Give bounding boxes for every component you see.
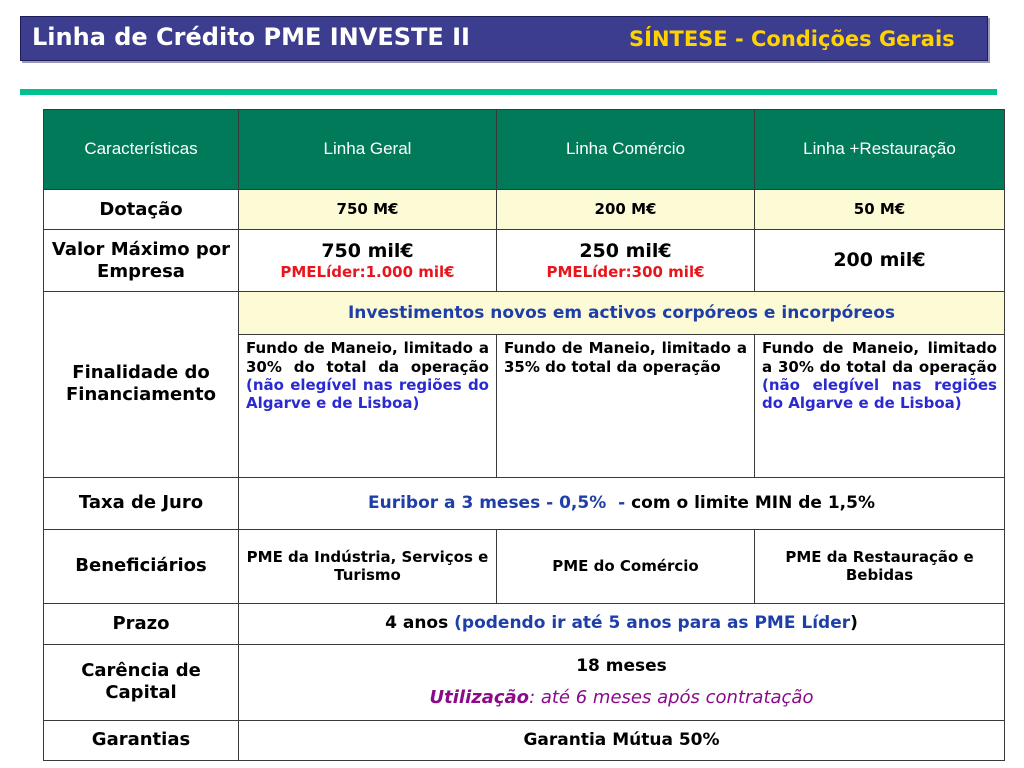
- row-taxa: [44, 477, 1005, 529]
- header-linha-comercio: Linha Comércio: [497, 110, 755, 190]
- finalidade-comercio: [497, 335, 755, 477]
- slide-title: Linha de Crédito PME INVESTE II: [32, 23, 470, 51]
- prazo-close: ): [850, 613, 858, 634]
- beneficiarios-restauracao: PME da Restauração e Bebidas: [755, 529, 1005, 603]
- header-row: [44, 110, 1005, 190]
- finalidade-span: Investimentos novos em activos corpóreos e incorpóreos: [239, 292, 1005, 335]
- valor-comercio: [497, 230, 755, 292]
- valor-geral-lider: PMELíder:1.000 mil€: [280, 263, 455, 282]
- prazo-anos: 4 anos: [385, 613, 449, 634]
- valor-comercio-amount: 250 mil€: [579, 239, 672, 262]
- label-finalidade: Finalidade do Financiamento: [44, 292, 239, 477]
- carencia-util-label: Utilização: [429, 686, 530, 708]
- label-beneficiarios: Beneficiários: [44, 529, 239, 603]
- row-dotacao: [44, 190, 1005, 230]
- carencia-util-text: : até 6 meses após contratação: [529, 686, 814, 708]
- header-linha-restauracao: Linha +Restauração: [755, 110, 1005, 190]
- valor-geral: [239, 230, 497, 292]
- finalidade-comercio-text: Fundo de Maneio, limitado a 35% do total da operação: [504, 339, 747, 376]
- header-linha-geral: Linha Geral: [239, 110, 497, 190]
- label-garantias: Garantias: [44, 720, 239, 760]
- taxa-euribor: Euribor a 3 meses - 0,5% -: [367, 492, 626, 513]
- taxa-value: [239, 477, 1005, 529]
- beneficiarios-geral: PME da Indústria, Serviços e Turismo: [239, 529, 497, 603]
- slide-subtitle: SÍNTESE - Condições Gerais: [629, 27, 955, 51]
- row-valor-maximo: [44, 230, 1005, 292]
- taxa-limite: com o limite MIN de 1,5%: [631, 492, 875, 513]
- label-valor-maximo: Valor Máximo por Empresa: [44, 230, 239, 292]
- valor-comercio-lider: PMELíder:300 mil€: [546, 263, 705, 282]
- header-caracteristicas: Características: [44, 110, 239, 190]
- garantias-value: Garantia Mútua 50%: [239, 720, 1005, 760]
- prazo-value: [239, 603, 1005, 644]
- finalidade-restauracao-text: Fundo de Maneio, limitado a 30% do total da operação: [762, 339, 997, 376]
- title-divider: [20, 89, 997, 95]
- label-taxa: Taxa de Juro: [44, 477, 239, 529]
- conditions-table: [43, 109, 1005, 761]
- prazo-lider: (podendo ir até 5 anos para as PME Líder: [454, 613, 851, 634]
- label-carencia: Carência de Capital: [44, 644, 239, 720]
- title-bar: [20, 16, 988, 61]
- row-finalidade-top: [44, 292, 1005, 335]
- valor-restauracao: 200 mil€: [755, 230, 1005, 292]
- carencia-meses: 18 meses: [576, 655, 667, 676]
- finalidade-restauracao: [755, 335, 1005, 477]
- row-carencia: [44, 644, 1005, 720]
- label-prazo: Prazo: [44, 603, 239, 644]
- dotacao-restauracao: 50 M€: [755, 190, 1005, 230]
- valor-geral-amount: 750 mil€: [321, 239, 414, 262]
- carencia-utilizacao: [246, 687, 997, 709]
- finalidade-geral: [239, 335, 497, 477]
- row-prazo: [44, 603, 1005, 644]
- finalidade-restauracao-note: (não elegível nas regiões do Algarve e de Lisboa): [762, 375, 997, 413]
- finalidade-geral-note: (não elegível nas regiões do Algarve e de Lisboa): [246, 375, 489, 413]
- label-dotacao: Dotação: [44, 190, 239, 230]
- row-garantias: [44, 720, 1005, 760]
- carencia-value: [239, 644, 1005, 720]
- row-beneficiarios: [44, 529, 1005, 603]
- beneficiarios-comercio: PME do Comércio: [497, 529, 755, 603]
- dotacao-comercio: 200 M€: [497, 190, 755, 230]
- finalidade-geral-text: Fundo de Maneio, limitado a 30% do total da operação: [246, 339, 489, 376]
- dotacao-geral: 750 M€: [239, 190, 497, 230]
